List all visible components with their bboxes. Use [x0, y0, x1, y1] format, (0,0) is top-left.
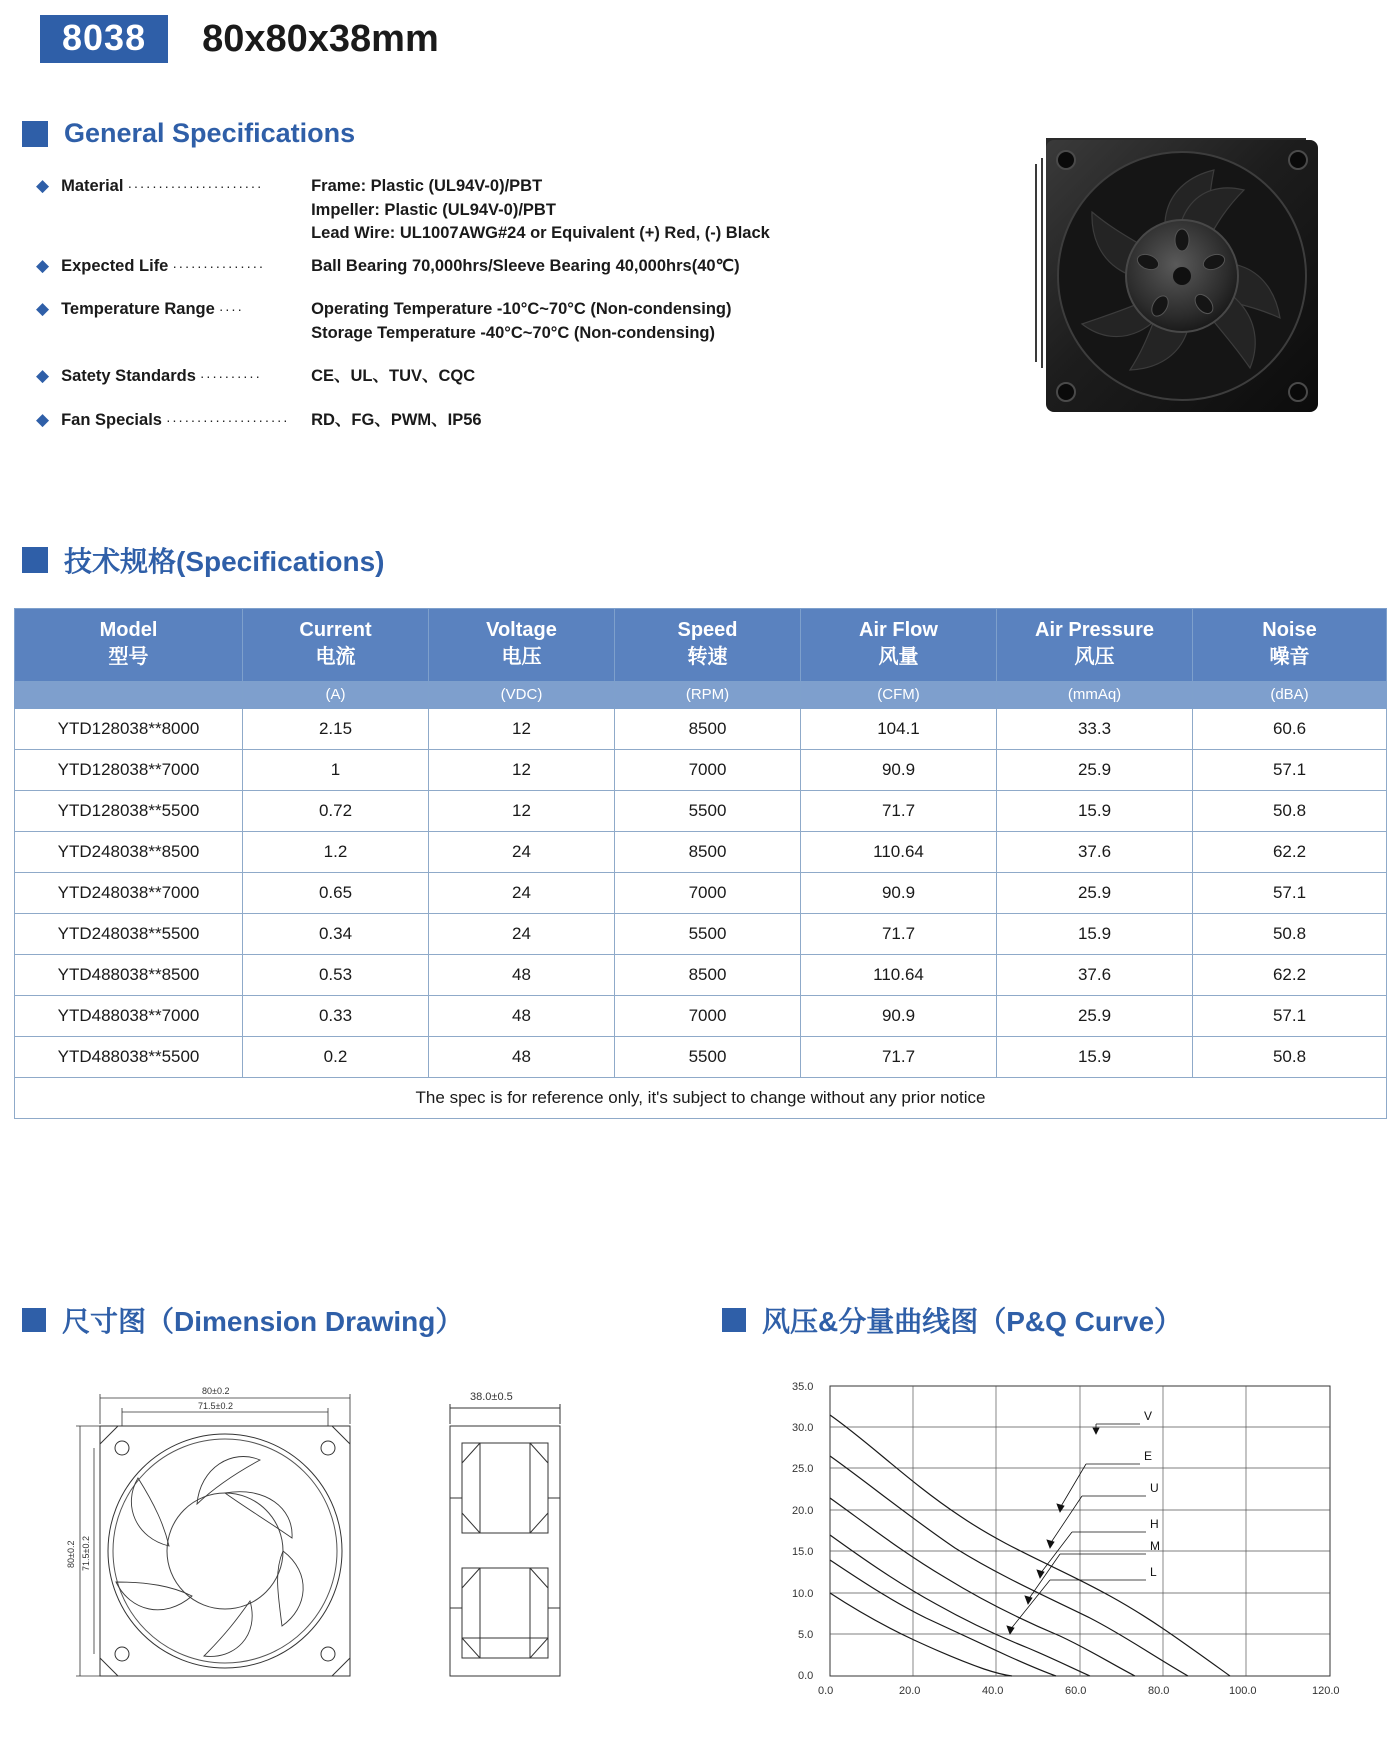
dim-label-depth: 38.0±0.5 — [470, 1391, 513, 1403]
general-specifications-block — [22, 118, 952, 441]
cell-speed: 5500 — [615, 1037, 801, 1078]
specifications-table-wrap — [14, 608, 1386, 1119]
col-head-cn: 型号 — [108, 646, 149, 668]
spec-item-temperature-range — [36, 298, 952, 345]
pq-curve-heading — [722, 1300, 1382, 1340]
cell-model: YTD248038**7000 — [15, 873, 243, 914]
diamond-bullet-icon: ◆ — [36, 366, 50, 385]
table-row — [15, 996, 1387, 1037]
specifications-heading — [22, 540, 384, 580]
col-head-cn: 风量 — [878, 646, 919, 668]
cell-current: 1 — [243, 750, 429, 791]
cell-noise: 50.8 — [1193, 914, 1387, 955]
cell-noise: 50.8 — [1193, 791, 1387, 832]
cell-model: YTD488038**5500 — [15, 1037, 243, 1078]
cell-air-flow: 90.9 — [801, 750, 997, 791]
cell-current: 0.65 — [243, 873, 429, 914]
dim-label-width-hole: 71.5±0.2 — [198, 1401, 233, 1411]
cell-air-flow: 90.9 — [801, 873, 997, 914]
spec-label: Expected Life — [61, 256, 169, 275]
cell-speed: 7000 — [615, 873, 801, 914]
cell-voltage: 48 — [429, 955, 615, 996]
cell-speed: 8500 — [615, 955, 801, 996]
bottom-section-headings — [22, 1300, 1382, 1340]
cell-model: YTD488038**8500 — [15, 955, 243, 996]
leader-dots: ···· — [218, 301, 244, 317]
spec-value: Frame: Plastic (UL94V-0)/PBT — [311, 177, 543, 195]
unit-speed: (RPM) — [615, 682, 801, 709]
spec-value: Operating Temperature -10°C~70°C (Non-condensing) — [311, 300, 732, 318]
page-header — [0, 0, 1400, 68]
unit-air-flow: (CFM) — [801, 682, 997, 709]
cell-voltage: 24 — [429, 873, 615, 914]
curve-label-E: E — [1144, 1449, 1153, 1463]
cell-air-pressure: 25.9 — [997, 996, 1193, 1037]
unit-current: (A) — [243, 682, 429, 709]
fan-product-photo — [1018, 112, 1358, 442]
cell-air-flow: 71.7 — [801, 1037, 997, 1078]
heading-square-icon — [722, 1308, 746, 1332]
unit-model — [15, 682, 243, 709]
col-head-cn: 转速 — [687, 646, 728, 668]
col-head-air-flow — [801, 609, 997, 682]
heading-square-icon — [22, 1308, 46, 1332]
diamond-bullet-icon: ◆ — [36, 409, 50, 429]
cell-noise: 57.1 — [1193, 996, 1387, 1037]
cell-noise: 57.1 — [1193, 750, 1387, 791]
leader-dots: ···················· — [165, 411, 290, 428]
product-dimensions: 80x80x38mm — [202, 17, 439, 60]
x-tick: 100.0 — [1229, 1685, 1257, 1697]
spec-value: Storage Temperature -40°C~70°C (Non-condensing) — [311, 323, 715, 342]
spec-item-material — [36, 175, 952, 246]
cell-model: YTD128038**7000 — [15, 750, 243, 791]
diamond-bullet-icon: ◆ — [36, 176, 50, 195]
table-row — [15, 955, 1387, 996]
cell-air-flow: 110.64 — [801, 955, 997, 996]
table-row — [15, 873, 1387, 914]
spec-item-fan-specials — [36, 409, 952, 433]
dim-label-height-outer: 80±0.2 — [66, 1540, 76, 1568]
col-head-cn: 电压 — [501, 646, 542, 668]
col-head-air-pressure — [997, 609, 1193, 682]
table-units-row — [15, 682, 1387, 709]
specifications-table — [14, 608, 1387, 1119]
specifications-title: 技术规格(Specifications) — [64, 546, 385, 577]
cell-air-flow: 71.7 — [801, 791, 997, 832]
leader-dots: ··············· — [172, 257, 265, 274]
y-tick: 30.0 — [792, 1422, 814, 1434]
cell-air-pressure: 25.9 — [997, 750, 1193, 791]
diamond-bullet-icon: ◆ — [36, 255, 50, 275]
diamond-bullet-icon: ◆ — [36, 299, 50, 318]
dimension-drawing — [60, 1368, 670, 1738]
cell-speed: 5500 — [615, 914, 801, 955]
cell-air-pressure: 15.9 — [997, 791, 1193, 832]
y-tick: 35.0 — [792, 1381, 814, 1393]
cell-air-pressure: 33.3 — [997, 709, 1193, 750]
cell-voltage: 48 — [429, 1037, 615, 1078]
general-specifications-heading — [22, 118, 952, 149]
cell-noise: 62.2 — [1193, 832, 1387, 873]
col-head-voltage — [429, 609, 615, 682]
spec-value: RD、FG、PWM、IP56 — [311, 410, 482, 429]
table-row — [15, 914, 1387, 955]
cell-current: 1.2 — [243, 832, 429, 873]
cell-voltage: 12 — [429, 791, 615, 832]
x-tick: 80.0 — [1148, 1685, 1170, 1697]
spec-label: Temperature Range — [61, 300, 215, 318]
cell-current: 0.2 — [243, 1037, 429, 1078]
cell-air-flow: 104.1 — [801, 709, 997, 750]
spec-label: Fan Specials — [61, 410, 162, 429]
dimension-drawing-heading — [22, 1300, 722, 1340]
cell-model: YTD128038**5500 — [15, 791, 243, 832]
cell-air-flow: 90.9 — [801, 996, 997, 1037]
cell-air-pressure: 15.9 — [997, 914, 1193, 955]
col-head-en: Model — [99, 619, 158, 641]
spec-value: Impeller: Plastic (UL94V-0)/PBT — [311, 200, 556, 219]
cell-noise: 57.1 — [1193, 873, 1387, 914]
cell-current: 2.15 — [243, 709, 429, 750]
y-tick: 25.0 — [792, 1463, 814, 1475]
cell-model: YTD488038**7000 — [15, 996, 243, 1037]
cell-voltage: 24 — [429, 832, 615, 873]
col-head-en: Current — [299, 619, 372, 641]
col-head-en: Voltage — [486, 619, 557, 641]
col-head-en: Air Flow — [859, 619, 938, 641]
cell-air-flow: 71.7 — [801, 914, 997, 955]
cell-speed: 7000 — [615, 750, 801, 791]
col-head-en: Air Pressure — [1035, 619, 1154, 641]
cell-current: 0.33 — [243, 996, 429, 1037]
general-specifications-title: General Specifications — [64, 118, 356, 148]
table-note: The spec is for reference only, it's subject to change without any prior notice — [15, 1078, 1387, 1119]
cell-air-flow: 110.64 — [801, 832, 997, 873]
cell-speed: 5500 — [615, 791, 801, 832]
dim-label-width-outer: 80±0.2 — [202, 1386, 230, 1396]
y-tick: 15.0 — [792, 1546, 814, 1558]
spec-value: Ball Bearing 70,000hrs/Sleeve Bearing 40,000hrs(40℃) — [311, 256, 740, 275]
table-row — [15, 750, 1387, 791]
x-tick: 120.0 — [1312, 1685, 1340, 1697]
x-tick: 40.0 — [982, 1685, 1004, 1697]
x-tick: 0.0 — [818, 1685, 834, 1697]
y-tick: 20.0 — [792, 1505, 814, 1517]
spec-item-safety-standards — [36, 365, 952, 389]
cell-speed: 8500 — [615, 709, 801, 750]
cell-air-pressure: 15.9 — [997, 1037, 1193, 1078]
y-tick: 0.0 — [798, 1670, 814, 1682]
cell-air-pressure: 25.9 — [997, 873, 1193, 914]
x-tick: 20.0 — [899, 1685, 921, 1697]
cell-voltage: 12 — [429, 750, 615, 791]
curve-label-V: V — [1144, 1409, 1153, 1423]
spec-value: CE、UL、TUV、CQC — [311, 367, 476, 385]
cell-air-pressure: 37.6 — [997, 832, 1193, 873]
cell-current: 0.34 — [243, 914, 429, 955]
cell-voltage: 24 — [429, 914, 615, 955]
table-row — [15, 832, 1387, 873]
leader-dots: ·········· — [199, 368, 262, 384]
leader-dots: ······················ — [127, 178, 264, 194]
unit-voltage: (VDC) — [429, 682, 615, 709]
table-row — [15, 791, 1387, 832]
col-head-en: Speed — [677, 619, 738, 641]
col-head-model — [15, 609, 243, 682]
pq-curve-title: 风压&分量曲线图（P&Q Curve） — [762, 1306, 1183, 1337]
table-row — [15, 709, 1387, 750]
curve-label-U: U — [1150, 1481, 1159, 1495]
cell-noise: 60.6 — [1193, 709, 1387, 750]
col-head-cn: 电流 — [315, 646, 356, 668]
table-row — [15, 1037, 1387, 1078]
table-header-row — [15, 609, 1387, 682]
y-tick: 10.0 — [792, 1588, 814, 1600]
x-tick: 60.0 — [1065, 1685, 1087, 1697]
cell-model: YTD128038**8000 — [15, 709, 243, 750]
col-head-current — [243, 609, 429, 682]
cell-air-pressure: 37.6 — [997, 955, 1193, 996]
spec-label: Material — [61, 177, 124, 195]
y-tick: 5.0 — [798, 1629, 814, 1641]
table-note-row — [15, 1078, 1387, 1119]
unit-air-pressure: (mmAq) — [997, 682, 1193, 709]
heading-square-icon — [22, 121, 48, 147]
curve-label-H: H — [1150, 1517, 1159, 1531]
cell-speed: 7000 — [615, 996, 801, 1037]
unit-noise: (dBA) — [1193, 682, 1387, 709]
model-badge: 8038 — [40, 15, 168, 63]
col-head-en: Noise — [1262, 619, 1317, 641]
cell-speed: 8500 — [615, 832, 801, 873]
col-head-noise — [1193, 609, 1387, 682]
spec-value: Lead Wire: UL1007AWG#24 or Equivalent (+) Red, (-) Black — [311, 224, 770, 242]
cell-current: 0.53 — [243, 955, 429, 996]
curve-label-L: L — [1150, 1565, 1157, 1579]
cell-noise: 50.8 — [1193, 1037, 1387, 1078]
col-head-cn: 风压 — [1074, 646, 1115, 668]
spec-label: Satety Standards — [61, 367, 196, 385]
dimension-drawing-title: 尺寸图（Dimension Drawing） — [62, 1306, 464, 1337]
cell-noise: 62.2 — [1193, 955, 1387, 996]
cell-voltage: 12 — [429, 709, 615, 750]
cell-model: YTD248038**5500 — [15, 914, 243, 955]
cell-current: 0.72 — [243, 791, 429, 832]
pq-curve-chart — [760, 1368, 1360, 1738]
col-head-cn: 噪音 — [1269, 646, 1310, 668]
col-head-speed — [615, 609, 801, 682]
cell-voltage: 48 — [429, 996, 615, 1037]
cell-model: YTD248038**8500 — [15, 832, 243, 873]
dim-label-height-hole: 71.5±0.2 — [81, 1536, 91, 1571]
curve-label-M: M — [1150, 1539, 1160, 1553]
spec-item-expected-life — [36, 255, 952, 279]
heading-square-icon — [22, 547, 48, 573]
general-specifications-list — [22, 175, 952, 432]
